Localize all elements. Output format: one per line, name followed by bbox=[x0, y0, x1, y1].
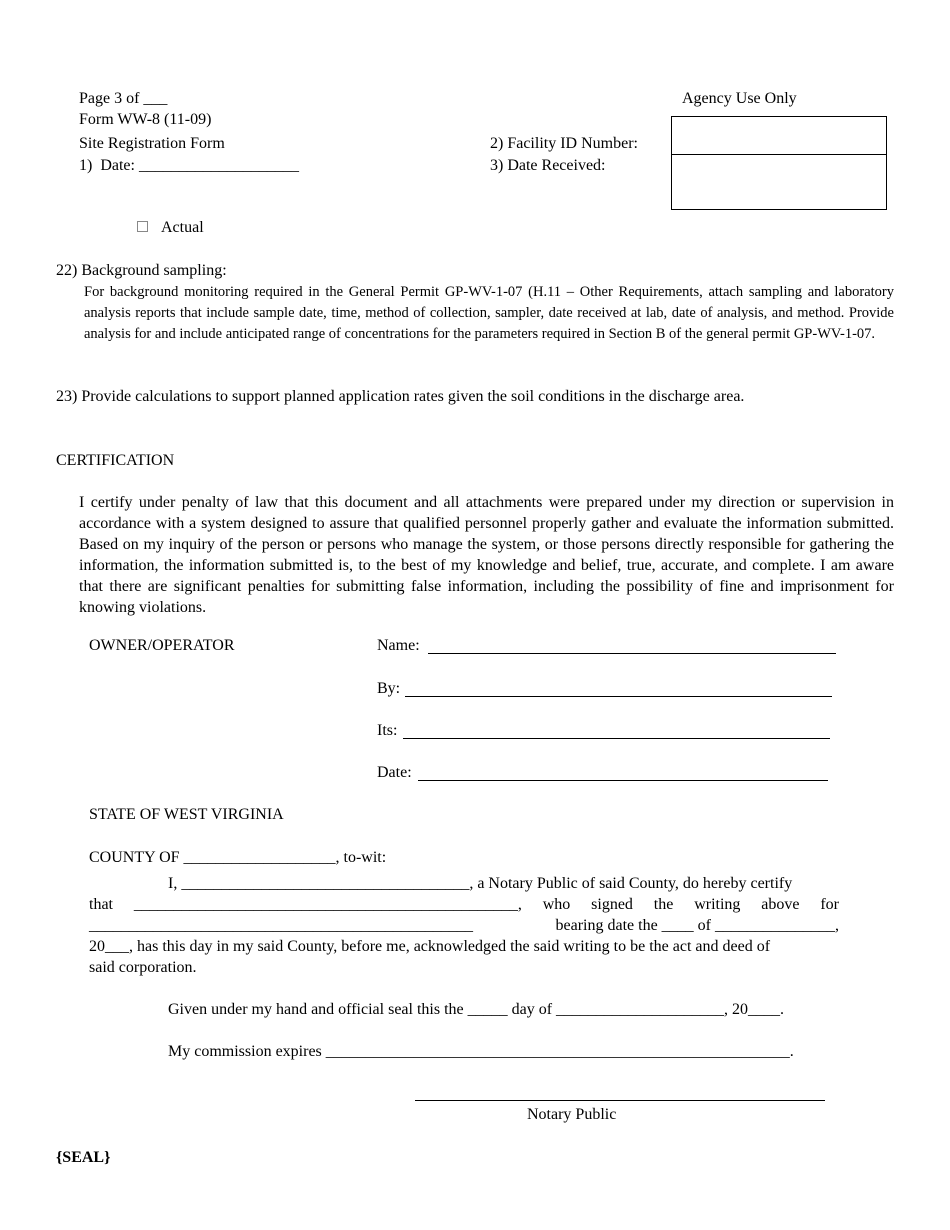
notary-blank[interactable]: ________________________________________________ bbox=[89, 917, 473, 934]
notary-bearing-date: bearing date the ____ of _______________, bbox=[555, 917, 839, 934]
name-label: Name: bbox=[377, 637, 420, 654]
notary-word: the bbox=[653, 896, 674, 913]
date-label: Date: bbox=[377, 764, 412, 781]
notary-word: above bbox=[761, 896, 800, 913]
notary-word: that bbox=[89, 896, 113, 913]
facility-id-label: 2) Facility ID Number: bbox=[490, 135, 638, 152]
notary-word: who bbox=[542, 896, 571, 913]
actual-label: Actual bbox=[161, 219, 204, 236]
notary-line-4-text: 20___, has this day in my said County, before me, acknowledged the said writing to be the act and deed of bbox=[89, 938, 771, 955]
notary-line-1-text: I, ____________________________________, a Notary Public of said County, do hereby certify bbox=[168, 875, 793, 892]
notary-paragraph bbox=[89, 873, 839, 978]
notary-blank[interactable]: ________________________________________________, bbox=[133, 896, 522, 913]
state-heading: STATE OF WEST VIRGINIA bbox=[89, 806, 284, 823]
page-number: Page 3 of ___ bbox=[79, 90, 168, 107]
seal-label: {SEAL} bbox=[56, 1149, 111, 1166]
notary-line-4 bbox=[89, 936, 839, 957]
date-signature-line[interactable] bbox=[418, 780, 828, 781]
item-22-title: 22) Background sampling: bbox=[56, 262, 227, 279]
given-under-hand-line[interactable]: Given under my hand and official seal this the _____ day of _____________________, 20____. bbox=[168, 1001, 785, 1018]
notary-line-5-text: said corporation. bbox=[89, 959, 197, 976]
agency-use-box bbox=[671, 116, 887, 210]
date-field[interactable]: 1) Date: ____________________ bbox=[79, 157, 299, 174]
notary-word: writing bbox=[694, 896, 741, 913]
notary-signature-line[interactable] bbox=[415, 1100, 825, 1101]
name-signature-line[interactable] bbox=[428, 653, 836, 654]
its-signature-line[interactable] bbox=[403, 738, 830, 739]
notary-word: for bbox=[820, 896, 839, 913]
item-22-text: For background monitoring required in the General Permit GP-WV-1-07 (H.11 – Other Requirements, attach sampling and laboratory analysis reports that include sample date, time, method of collection, sampler, date received at lab, date of analysis, and method. Provide analysis for and include anticipated range of concentrations for the parameters required in Section B of the general permit GP-WV-1-07. bbox=[84, 284, 894, 342]
commission-expires-line[interactable]: My commission expires __________________________________________________________. bbox=[168, 1043, 794, 1060]
notary-line-5 bbox=[89, 957, 839, 978]
date-received-label: 3) Date Received: bbox=[490, 157, 606, 174]
owner-operator-label: OWNER/OPERATOR bbox=[89, 637, 235, 654]
by-signature-line[interactable] bbox=[405, 696, 832, 697]
notary-line-1 bbox=[89, 873, 839, 894]
agency-use-label: Agency Use Only bbox=[682, 90, 797, 107]
notary-word: signed bbox=[591, 896, 633, 913]
actual-checkbox[interactable] bbox=[137, 221, 148, 232]
notary-line-2 bbox=[89, 894, 839, 915]
certification-text: I certify under penalty of law that this document and all attachments were prepared under my direction or supervision in accordance with a system designed to assure that qualified personnel properly gather and evaluate the information submitted. Based on my inquiry of the person or persons who manage the system, or those persons directly responsible for gathering the information, the information submitted is, to the best of my knowledge and belief, true, accurate, and complete. I am aware that there are significant penalties for submitting false information, including the possibility of fine and imprisonment for knowing violations. bbox=[79, 494, 894, 616]
item-23-text: 23) Provide calculations to support planned application rates given the soil conditions in the discharge area. bbox=[56, 388, 745, 405]
by-label: By: bbox=[377, 680, 401, 697]
certification-heading: CERTIFICATION bbox=[56, 452, 175, 469]
agency-box-divider bbox=[672, 154, 886, 155]
form-title: Site Registration Form bbox=[79, 135, 225, 152]
county-line[interactable]: COUNTY OF ___________________, to-wit: bbox=[89, 849, 387, 866]
notary-public-label: Notary Public bbox=[527, 1106, 617, 1123]
notary-line-3 bbox=[89, 915, 839, 936]
form-number: Form WW-8 (11-09) bbox=[79, 111, 212, 128]
its-label: Its: bbox=[377, 722, 398, 739]
